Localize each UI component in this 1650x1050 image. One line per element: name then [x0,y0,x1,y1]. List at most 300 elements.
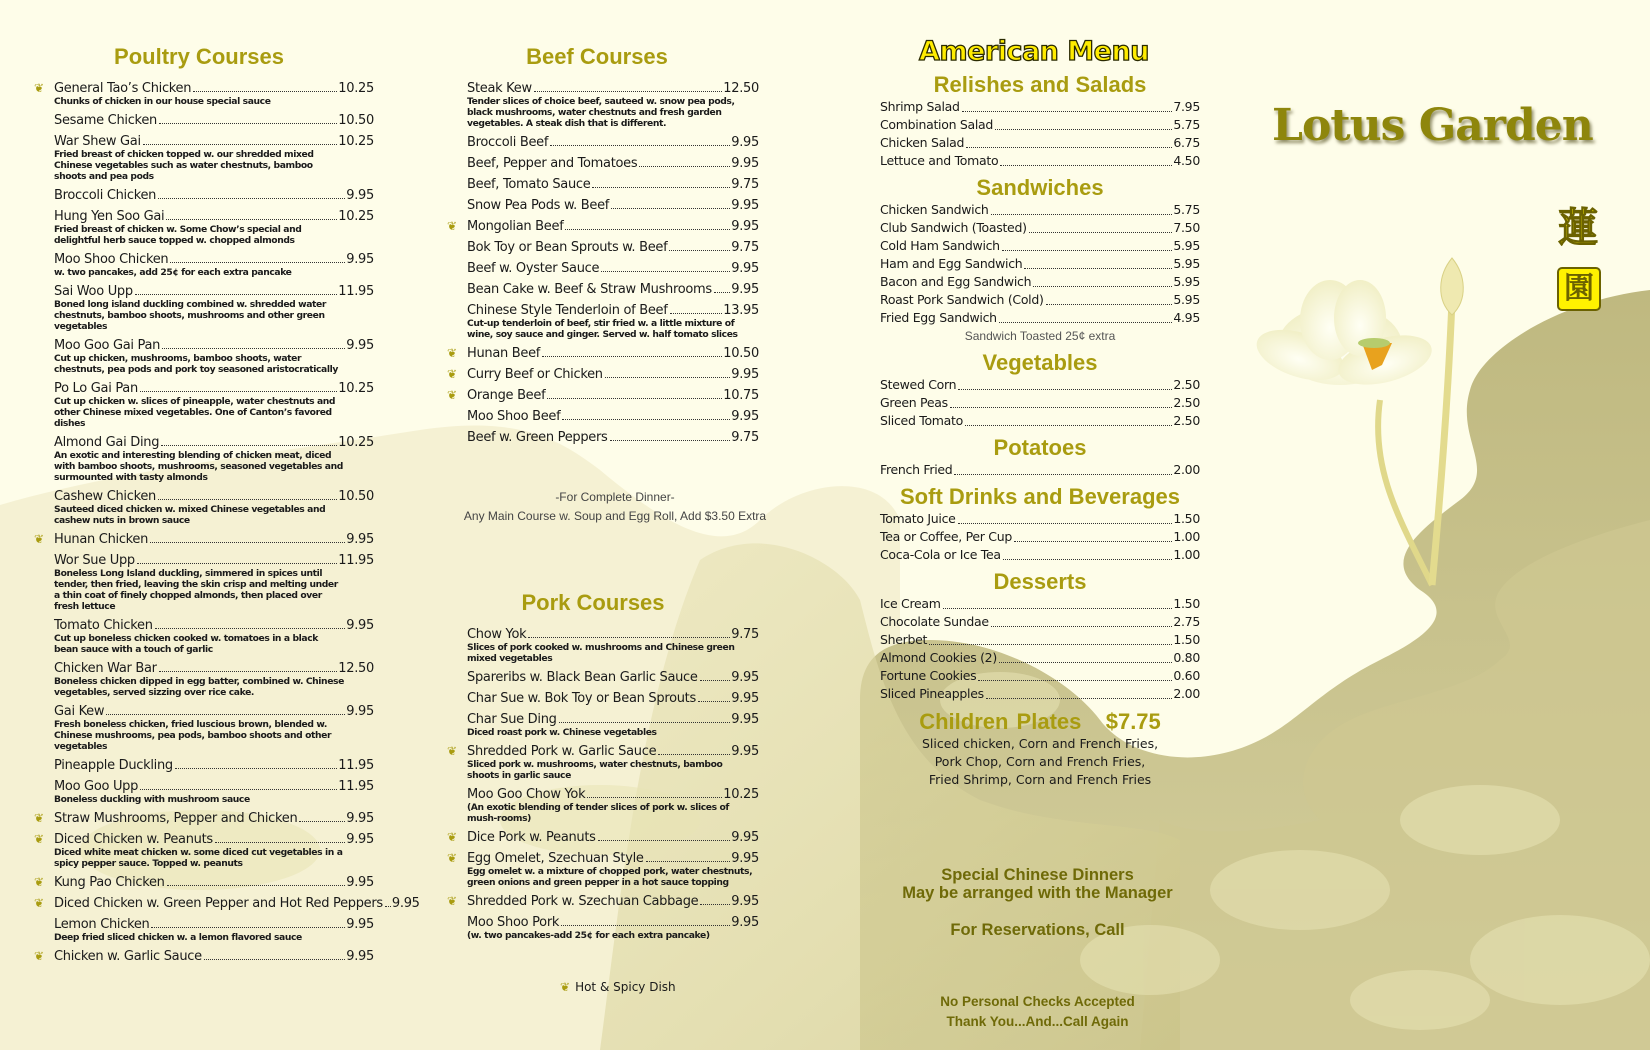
menu-item-price: 1.00 [1173,547,1200,562]
dot-leader [215,842,345,843]
menu-item-row [54,81,374,96]
menu-item [467,409,787,424]
menu-item-row [54,811,374,826]
menu-item [54,338,374,375]
dot-leader [166,219,337,220]
menu-item-name: Lemon Chicken [54,917,150,932]
menu-item-row [54,134,374,149]
menu-item-name: General Tao’s Chicken [54,81,192,96]
children-plates-heading [880,709,1200,735]
dot-leader [1033,286,1172,287]
menu-item-name: Chicken Salad [880,135,965,150]
children-option: Fried Shrimp, Corn and French Fries [928,772,1152,787]
menu-item-name: Pineapple Duckling [54,758,173,773]
menu-item-price: 9.95 [346,704,374,719]
menu-item-name: Tea or Coffee, Per Cup [880,529,1012,544]
menu-item-price: 9.95 [346,832,374,847]
menu-item-row [880,291,1200,309]
menu-item-row [54,209,374,224]
menu-item-row [880,134,1200,152]
menu-item-description: (w. two pancakes-add 25¢ for each extra pancake) [467,930,710,941]
menu-item-price: 9.95 [731,744,759,759]
menu-item-price: 4.50 [1173,153,1200,168]
menu-item-name: Chocolate Sundae [880,614,989,629]
menu-item-description: Fried breast of chicken topped w. our shredded mixed Chinese vegetables such as water chestnuts, bamboo shoots and pea pods [54,149,314,182]
menu-item-name: Beef, Tomato Sauce [467,177,591,192]
menu-item-row [880,255,1200,273]
menu-item-name: Po Lo Gai Pan [54,381,138,396]
payment-note [860,992,1215,1032]
menu-item-row [880,152,1200,170]
menu-item-price: 10.25 [338,81,374,96]
dot-leader [592,187,730,188]
dot-leader [1014,541,1172,542]
hot-spicy-icon: ❦ [34,532,45,546]
menu-item-name: Chow Yok [467,627,527,642]
menu-item [467,81,787,129]
menu-item-price: 9.95 [731,261,759,276]
menu-item-row [467,346,759,361]
dot-leader [1029,232,1173,233]
menu-item-name: Beef, Pepper and Tomatoes [467,156,638,171]
dot-leader [135,294,337,295]
american-section-title: Vegetables [982,350,1098,375]
menu-item-name: Hunan Chicken [54,532,149,547]
menu-item [34,896,420,911]
menu-item [467,261,787,276]
dot-leader [106,714,345,715]
menu-item [54,553,374,612]
special-dinners-line1: Special Chinese Dinners [941,866,1134,884]
menu-item-description: An exotic and interesting blending of chicken meat, diced with bamboo shoots, mushrooms, seasoned vegetables and surmounted with tasty almonds [54,450,343,483]
menu-item-price: 7.50 [1173,220,1200,235]
menu-item-name: Snow Pea Pods w. Beef [467,198,610,213]
menu-item-name: Broccoli Chicken [54,188,157,203]
restaurant-logo: Lotus Garden [1272,100,1593,151]
dot-leader [995,129,1172,130]
menu-item [447,830,759,845]
dot-leader [966,147,1172,148]
menu-item-price: 9.95 [346,875,374,890]
menu-item [54,134,374,182]
dot-leader [385,906,391,907]
menu-item-row [880,237,1200,255]
menu-item-row [880,461,1200,479]
menu-item-description: Deep fried sliced chicken w. a lemon flavored sauce [54,932,302,943]
menu-item-name: Spareribs w. Black Bean Garlic Sauce [467,670,698,685]
menu-item-price: 9.95 [731,894,759,909]
menu-item-row [54,284,374,299]
menu-item [54,209,374,246]
hot-spicy-icon: ❦ [34,811,45,825]
menu-item-price: 9.95 [346,188,374,203]
complete-dinner-detail: Any Main Course w. Soup and Egg Roll, Add $3.50 Extra [463,509,767,523]
poultry-section [34,44,420,970]
menu-item [467,915,759,941]
lotus-flower [1250,280,1437,394]
menu-item-price: 9.95 [346,532,374,547]
menu-item-price: 12.50 [723,81,759,96]
dot-leader [1003,559,1173,560]
children-plates-price: $7.75 [1105,709,1161,734]
special-dinners-note [860,866,1215,902]
menu-item-price: 2.50 [1173,377,1200,392]
menu-item [54,113,374,128]
hot-spicy-icon: ❦ [447,744,458,758]
menu-item-price: 2.75 [1173,614,1200,629]
menu-item-price: 9.95 [391,896,420,911]
menu-item-name: Char Sue w. Bok Toy or Bean Sprouts [467,691,696,706]
menu-item-price: 9.95 [346,917,374,932]
dot-leader [143,144,338,145]
menu-item-price: 5.75 [1173,117,1200,132]
menu-item [34,811,374,826]
menu-item-name: Orange Beef [467,388,546,403]
menu-item-row [880,667,1200,685]
menu-item-row [54,489,374,504]
menu-item-description: Boneless Long Island duckling, simmered in spices until tender, then fried, leaving the skin crisp and melting under a thin coat of finely chopped almonds, then placed over fresh lettuce [54,568,338,612]
menu-item [447,894,759,909]
dot-leader [193,91,337,92]
menu-item [447,346,787,361]
menu-item-price: 9.95 [731,409,759,424]
menu-item-row [467,240,759,255]
menu-item-row [880,201,1200,219]
menu-item [447,744,759,781]
menu-item-price: 10.75 [723,388,759,403]
menu-item-price: 1.00 [1173,529,1200,544]
menu-item-row [54,618,374,633]
menu-item-name: Fried Egg Sandwich [880,310,997,325]
menu-item-row [467,156,759,171]
menu-item-name: Cold Ham Sandwich [880,238,1000,253]
menu-item-row [467,915,759,930]
menu-item-row [54,896,420,911]
hot-spicy-icon: ❦ [34,875,45,889]
menu-item-price: 6.75 [1173,135,1200,150]
menu-item-row [880,595,1200,613]
menu-item-price: 10.25 [338,134,374,149]
dot-leader [155,628,346,629]
sandwich-toast-note: Sandwich Toasted 25¢ extra [964,329,1116,343]
menu-item-name: Hung Yen Soo Gai [54,209,165,224]
menu-item-description: Sliced pork w. mushrooms, water chestnuts, bamboo shoots in garlic sauce [467,759,723,781]
menu-item-name: Sherbet [880,632,928,647]
menu-item-row [467,830,759,845]
menu-item-row [880,546,1200,564]
menu-item-name: Cashew Chicken [54,489,156,504]
hot-spicy-icon: ❦ [560,980,571,994]
dot-leader [1024,268,1172,269]
menu-item-name: Ham and Egg Sandwich [880,256,1023,271]
menu-item-name: Sliced Pineapples [880,686,984,701]
dot-leader [598,840,731,841]
menu-item-price: 11.95 [338,284,374,299]
dot-leader [999,322,1173,323]
menu-item-price: 5.95 [1173,274,1200,289]
menu-item-name: Almond Gai Ding [54,435,160,450]
dot-leader [958,523,1173,524]
menu-item-name: Mongolian Beef [467,219,564,234]
menu-item-row [467,430,759,445]
menu-item [34,949,374,964]
menu-item-name: Green Peas [880,395,948,410]
menu-item-row [54,704,374,719]
hot-spicy-icon: ❦ [447,367,458,381]
menu-item-row [467,627,759,642]
menu-item-name: Tomato Chicken [54,618,153,633]
american-section [880,349,1200,430]
dot-leader [542,356,722,357]
menu-item-name: Chicken w. Garlic Sauce [54,949,202,964]
menu-item-price: 10.25 [338,381,374,396]
dot-leader [986,698,1173,699]
dot-leader [140,789,337,790]
dot-leader [137,563,337,564]
menu-item-name: Fortune Cookies [880,668,977,683]
menu-item-price: 9.95 [731,851,759,866]
menu-item-price: 7.95 [1173,99,1200,114]
beef-section [447,44,787,451]
menu-item [467,240,787,255]
menu-item [467,691,759,706]
dot-leader [159,123,337,124]
menu-item-price: 12.50 [338,661,374,676]
dot-leader [534,91,722,92]
menu-item-name: Diced Chicken w. Peanuts [54,832,213,847]
menu-item-name: Bacon and Egg Sandwich [880,274,1032,289]
dot-leader [605,377,731,378]
menu-item-price: 9.95 [346,949,374,964]
menu-item-row [880,219,1200,237]
menu-item [54,284,374,332]
menu-item [447,367,787,382]
menu-item-price: 13.95 [723,303,759,318]
menu-item-name: Moo Shoo Chicken [54,252,169,267]
menu-item-row [54,252,374,267]
complete-dinner-note [440,488,790,526]
menu-item-name: Egg Omelet, Szechuan Style [467,851,644,866]
menu-item-price: 9.75 [731,627,759,642]
menu-item-row [467,388,759,403]
menu-item-description: Cut up boneless chicken cooked w. tomatoes in a black bean sauce with a touch of garlic [54,633,318,655]
menu-item-row [54,435,374,450]
hot-spicy-icon: ❦ [447,830,458,844]
menu-item-name: Chicken War Bar [54,661,157,676]
menu-item-row [467,851,759,866]
menu-item [467,135,787,150]
menu-item-name: Club Sandwich (Toasted) [880,220,1027,235]
menu-item-name: Shrimp Salad [880,99,960,114]
menu-item-price: 9.95 [731,198,759,213]
menu-item-price: 9.95 [731,282,759,297]
menu-item-name: Combination Salad [880,117,994,132]
menu-item-row [54,188,374,203]
menu-item-description: Cut up chicken, mushrooms, bamboo shoots, water chestnuts, pea pods and pork toy seasoned aristocratically [54,353,338,375]
menu-item-price: 9.95 [346,252,374,267]
menu-item-description: Slices of pork cooked w. mushrooms and Chinese green mixed vegetables [467,642,735,664]
american-menu-title: American Menu [919,36,1149,67]
american-section-title: Soft Drinks and Beverages [900,484,1180,509]
menu-item-row [880,685,1200,703]
children-plates-title: Children Plates [919,709,1082,734]
dot-leader [611,208,730,209]
menu-item-description: Boned long island duckling combined w. shredded water chestnuts, bamboo shoots, mushrooms and other green vegetables [54,299,326,332]
chinese-char-lotus: 蓮 [1558,205,1598,251]
menu-item-name: Broccoli Beef [467,135,549,150]
menu-item-row [54,338,374,353]
menu-item-row [467,691,759,706]
menu-item-price: 9.95 [346,338,374,353]
menu-item-row [54,661,374,676]
menu-item [54,704,374,752]
menu-item-row [467,787,759,802]
dot-leader [158,499,337,500]
menu-item-name: Coca-Cola or Ice Tea [880,547,1001,562]
section-title-poultry: Poultry Courses [114,44,284,69]
menu-item-name: Moo Goo Upp [54,779,139,794]
dot-leader [965,425,1172,426]
dot-leader [943,608,1173,609]
menu-item-name: Bok Toy or Bean Sprouts w. Beef [467,240,668,255]
dot-leader [929,644,1172,645]
menu-item-price: 2.00 [1173,686,1200,701]
dot-leader [175,768,337,769]
children-plates-options [880,735,1200,789]
menu-item-name: Sliced Tomato [880,413,963,428]
hot-spicy-icon: ❦ [34,832,45,846]
menu-item-name: Straw Mushrooms, Pepper and Chicken [54,811,298,826]
menu-item-description: Sauteed diced chicken w. mixed Chinese vegetables and cashew nuts in brown sauce [54,504,326,526]
menu-item-row [880,376,1200,394]
menu-item-row [467,282,759,297]
american-section [880,568,1200,703]
menu-item [447,851,759,888]
menu-item [54,917,374,943]
menu-item [467,712,759,738]
menu-item-row [467,894,759,909]
menu-item-row [467,219,759,234]
menu-item-row [54,381,374,396]
menu-item-name: Sesame Chicken [54,113,157,128]
menu-item-row [880,309,1200,327]
menu-item-price: 9.95 [731,712,759,727]
dot-leader [140,391,337,392]
american-section-title: Desserts [993,569,1087,594]
menu-item-price: 9.75 [731,240,759,255]
menu-item [467,198,787,213]
menu-item-description: w. two pancakes, add 25¢ for each extra pancake [54,267,292,278]
dot-leader [561,925,730,926]
menu-item-description: Cut-up tenderloin of beef, stir fried w. a little mixture of wine, soy sauce and ginger. Served w. half tomato slices [467,318,738,340]
menu-item [54,758,374,773]
menu-item-row [54,779,374,794]
menu-item [34,875,374,890]
menu-item-name: Curry Beef or Chicken [467,367,603,382]
menu-item [54,381,374,429]
menu-item-price: 5.95 [1173,238,1200,253]
menu-item-row [880,98,1200,116]
complete-dinner-title: -For Complete Dinner- [555,490,675,504]
menu-item-name: Dice Pork w. Peanuts [467,830,596,845]
dot-leader [954,474,1172,475]
menu-item-name: Moo Shoo Pork [467,915,560,930]
menu-item [34,832,374,869]
menu-item-description: Diced white meat chicken w. some diced cut vegetables in a spicy pepper sauce. Topped w. peanuts [54,847,343,869]
dot-leader [159,671,338,672]
menu-item-name: War Shew Gai [54,134,141,149]
section-title-beef: Beef Courses [526,44,668,69]
hot-spicy-icon: ❦ [34,896,45,910]
menu-item-name: Moo Shoo Beef [467,409,561,424]
dot-leader [658,754,730,755]
menu-item-name: Shredded Pork w. Garlic Sauce [467,744,657,759]
menu-item-name: Chinese Style Tenderloin of Beef [467,303,668,318]
menu-item-price: 9.75 [731,430,759,445]
dot-leader [565,229,730,230]
menu-item-price: 2.50 [1173,413,1200,428]
chinese-char-garden: 園 [1557,267,1601,311]
menu-item-row [880,649,1200,667]
menu-item-description: Fried breast of chicken w. Some Chow’s special and delightful herb sauce topped w. chopped almonds [54,224,302,246]
menu-item-price: 2.00 [1173,462,1200,477]
menu-item-row [880,273,1200,291]
menu-item-price: 10.25 [338,435,374,450]
menu-item-row [54,758,374,773]
menu-item-price: 9.95 [731,915,759,930]
dot-leader [150,542,345,543]
menu-item-row [467,409,759,424]
menu-item-price: 10.25 [338,209,374,224]
dot-leader [991,214,1173,215]
american-section-title: Relishes and Salads [933,72,1147,97]
menu-item-name: Ice Cream [880,596,941,611]
menu-item [54,252,374,278]
menu-item-name: Tomato Juice [880,511,956,526]
menu-item-description: Boneless chicken dipped in egg batter, combined w. Chinese vegetables, served sizzing over rice cake. [54,676,344,698]
menu-item-price: 9.95 [731,135,759,150]
dot-leader [547,398,722,399]
dot-leader [700,904,730,905]
children-option: Sliced chicken, Corn and French Fries, [921,736,1159,751]
dot-leader [559,722,731,723]
american-menu [880,36,1200,789]
menu-item-description: Egg omelet w. a mixture of chopped pork, water chestnuts, green onions and green pepper in a hot sauce topping [467,866,753,888]
dot-leader [1000,165,1172,166]
menu-item-description: Diced roast pork w. Chinese vegetables [467,727,657,738]
menu-item [54,489,374,526]
pork-section [447,590,759,947]
menu-item-name: Moo Goo Chow Yok [467,787,586,802]
dot-leader [158,198,345,199]
menu-item [467,303,787,340]
menu-item-price: 10.50 [338,489,374,504]
menu-item-price: 9.95 [731,830,759,845]
american-section [880,483,1200,564]
menu-item-name: Sai Woo Upp [54,284,133,299]
menu-item-price: 9.95 [346,811,374,826]
dot-leader [1002,250,1173,251]
menu-item-row [54,832,374,847]
menu-item [467,430,787,445]
menu-item [467,156,787,171]
no-checks-note: No Personal Checks Accepted [940,994,1135,1009]
hot-spicy-icon: ❦ [447,219,458,233]
menu-item-name: Shredded Pork w. Szechuan Cabbage [467,894,699,909]
menu-item-price: 0.60 [1173,668,1200,683]
american-section-title: Sandwiches [976,175,1104,200]
menu-item-row [467,712,759,727]
